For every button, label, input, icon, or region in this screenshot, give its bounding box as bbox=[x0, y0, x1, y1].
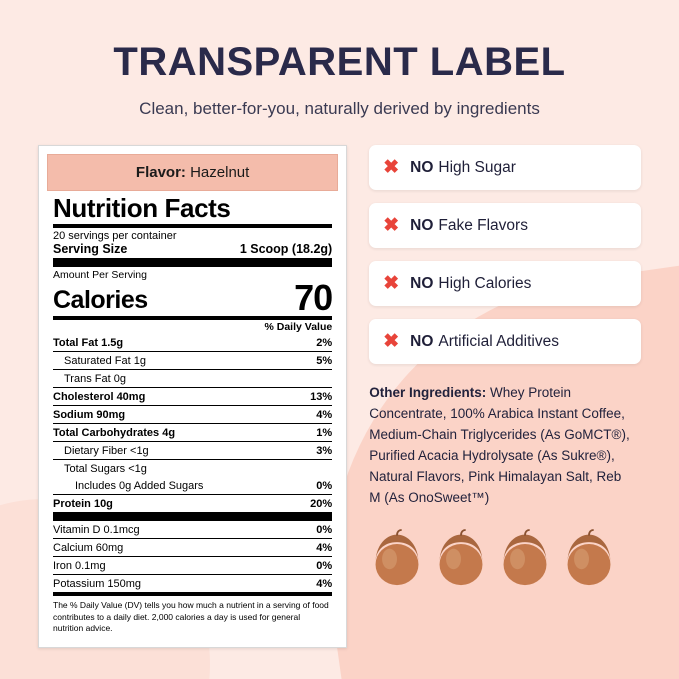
claim-no-word: NO bbox=[410, 332, 434, 350]
table-row bbox=[53, 406, 332, 424]
nutrition-panel bbox=[38, 145, 347, 648]
nutrient-name: Includes 0g Added Sugars bbox=[53, 477, 297, 495]
nutrient-name: Total Sugars <1g bbox=[64, 462, 147, 475]
other-ingredients-label: Other Ingredients: bbox=[369, 385, 487, 400]
nutrient-dv: 1% bbox=[297, 424, 333, 442]
poster-content bbox=[0, 40, 679, 648]
serving-size-row bbox=[53, 242, 332, 258]
table-row bbox=[53, 517, 332, 539]
table-row bbox=[53, 352, 332, 370]
table-row bbox=[53, 370, 332, 388]
calories-value: 70 bbox=[294, 277, 333, 319]
table-row bbox=[53, 334, 332, 352]
hazelnut-icon bbox=[433, 529, 489, 587]
micronutrient-name: Iron 0.1mg bbox=[53, 557, 297, 575]
claim-no-word: NO bbox=[410, 274, 434, 292]
nutrient-dv: 0% bbox=[297, 477, 333, 495]
hazelnut-icon bbox=[561, 529, 617, 587]
claim-label: High Sugar bbox=[438, 158, 516, 176]
nutrient-name: Dietary Fiber <1g bbox=[53, 442, 297, 460]
nutrient-dv: 4% bbox=[297, 406, 333, 424]
table-row bbox=[53, 539, 332, 557]
flavor-label: Flavor: bbox=[135, 164, 186, 181]
nutrient-table bbox=[53, 334, 332, 596]
claim-card-high-calories bbox=[369, 261, 641, 306]
nutrition-facts-title: Nutrition Facts bbox=[53, 193, 231, 223]
claim-card-artificial-additives bbox=[369, 319, 641, 364]
x-mark-icon: ✖ bbox=[383, 215, 400, 236]
table-row bbox=[53, 460, 332, 478]
claim-card-fake-flavors bbox=[369, 203, 641, 248]
table-row bbox=[53, 477, 332, 495]
other-ingredients-text: Whey Protein Concentrate, 100% Arabica Instant Coffee, Medium-Chain Triglycerides (As GoMCT®), Purified Acacia Hydrolysate (As Sukre®), Natural Flavors, Pink Himalayan Salt, Reb M (As OnoSweet™) bbox=[369, 385, 630, 505]
flavor-value: Hazelnut bbox=[190, 164, 250, 181]
table-row bbox=[53, 424, 332, 442]
divider-under-serving bbox=[53, 258, 332, 267]
claim-label: Artificial Additives bbox=[438, 332, 559, 350]
claim-card-high-sugar bbox=[369, 145, 641, 190]
hazelnut-illustration-group bbox=[369, 529, 641, 587]
nutrient-name: Saturated Fat 1g bbox=[53, 352, 297, 370]
nutrient-dv: 3% bbox=[297, 442, 333, 460]
nutrient-dv: 2% bbox=[297, 334, 333, 352]
nutrient-name: Total Carbohydrates 4g bbox=[53, 424, 297, 442]
micronutrient-name: Vitamin D 0.1mcg bbox=[53, 517, 297, 539]
nutrient-name: Protein 10g bbox=[53, 495, 297, 517]
hazelnut-icon bbox=[497, 529, 553, 587]
calories-label: Calories bbox=[53, 286, 148, 315]
other-ingredients-block bbox=[369, 383, 641, 509]
claim-label: High Calories bbox=[438, 274, 532, 292]
serving-size-label: Serving Size bbox=[53, 242, 128, 257]
micronutrient-name: Potassium 150mg bbox=[53, 575, 297, 595]
nutrient-dv bbox=[297, 370, 333, 388]
nutrition-facts bbox=[47, 195, 338, 639]
nutrient-dv: 5% bbox=[297, 352, 333, 370]
table-row bbox=[53, 442, 332, 460]
daily-value-footnote: The % Daily Value (DV) tells you how much a nutrient in a serving of food contributes to a daily diet. 2,000 calories a day is used for general nutrition advice. bbox=[53, 600, 329, 634]
nutrient-dv: 13% bbox=[297, 388, 333, 406]
main-columns bbox=[0, 145, 679, 648]
page-title: TRANSPARENT LABEL bbox=[113, 40, 566, 84]
nutrient-dv bbox=[297, 460, 333, 478]
page-subtitle: Clean, better-for-you, naturally derived by ingredients bbox=[139, 99, 540, 118]
flavor-banner bbox=[47, 154, 338, 191]
hazelnut-icon bbox=[369, 529, 425, 587]
micronutrient-dv: 0% bbox=[297, 557, 333, 575]
amount-per-serving-label: Amount Per Serving bbox=[53, 269, 147, 282]
serving-size-value: 1 Scoop (18.2g) bbox=[239, 242, 333, 257]
micronutrient-dv: 0% bbox=[297, 517, 333, 539]
claim-label: Fake Flavors bbox=[438, 216, 528, 234]
table-row bbox=[53, 388, 332, 406]
servings-per-container: 20 servings per container bbox=[53, 230, 177, 243]
micronutrient-dv: 4% bbox=[297, 575, 333, 595]
nutrient-dv: 20% bbox=[297, 495, 333, 517]
claim-no-word: NO bbox=[410, 216, 434, 234]
table-row bbox=[53, 575, 332, 595]
calories-row bbox=[53, 277, 333, 319]
x-mark-icon: ✖ bbox=[383, 331, 400, 352]
micronutrient-name: Calcium 60mg bbox=[53, 539, 297, 557]
claim-no-word: NO bbox=[410, 158, 434, 176]
table-row bbox=[53, 495, 332, 517]
nutrient-name: Total Fat 1.5g bbox=[53, 334, 297, 352]
x-mark-icon: ✖ bbox=[383, 157, 400, 178]
daily-value-header: % Daily Value bbox=[264, 321, 333, 334]
claims-column bbox=[369, 145, 641, 648]
nutrient-name: Cholesterol 40mg bbox=[53, 388, 297, 406]
nutrient-name: Trans Fat 0g bbox=[53, 370, 297, 388]
micronutrient-dv: 4% bbox=[297, 539, 333, 557]
nutrient-name: Sodium 90mg bbox=[53, 406, 297, 424]
x-mark-icon: ✖ bbox=[383, 273, 400, 294]
table-row bbox=[53, 557, 332, 575]
